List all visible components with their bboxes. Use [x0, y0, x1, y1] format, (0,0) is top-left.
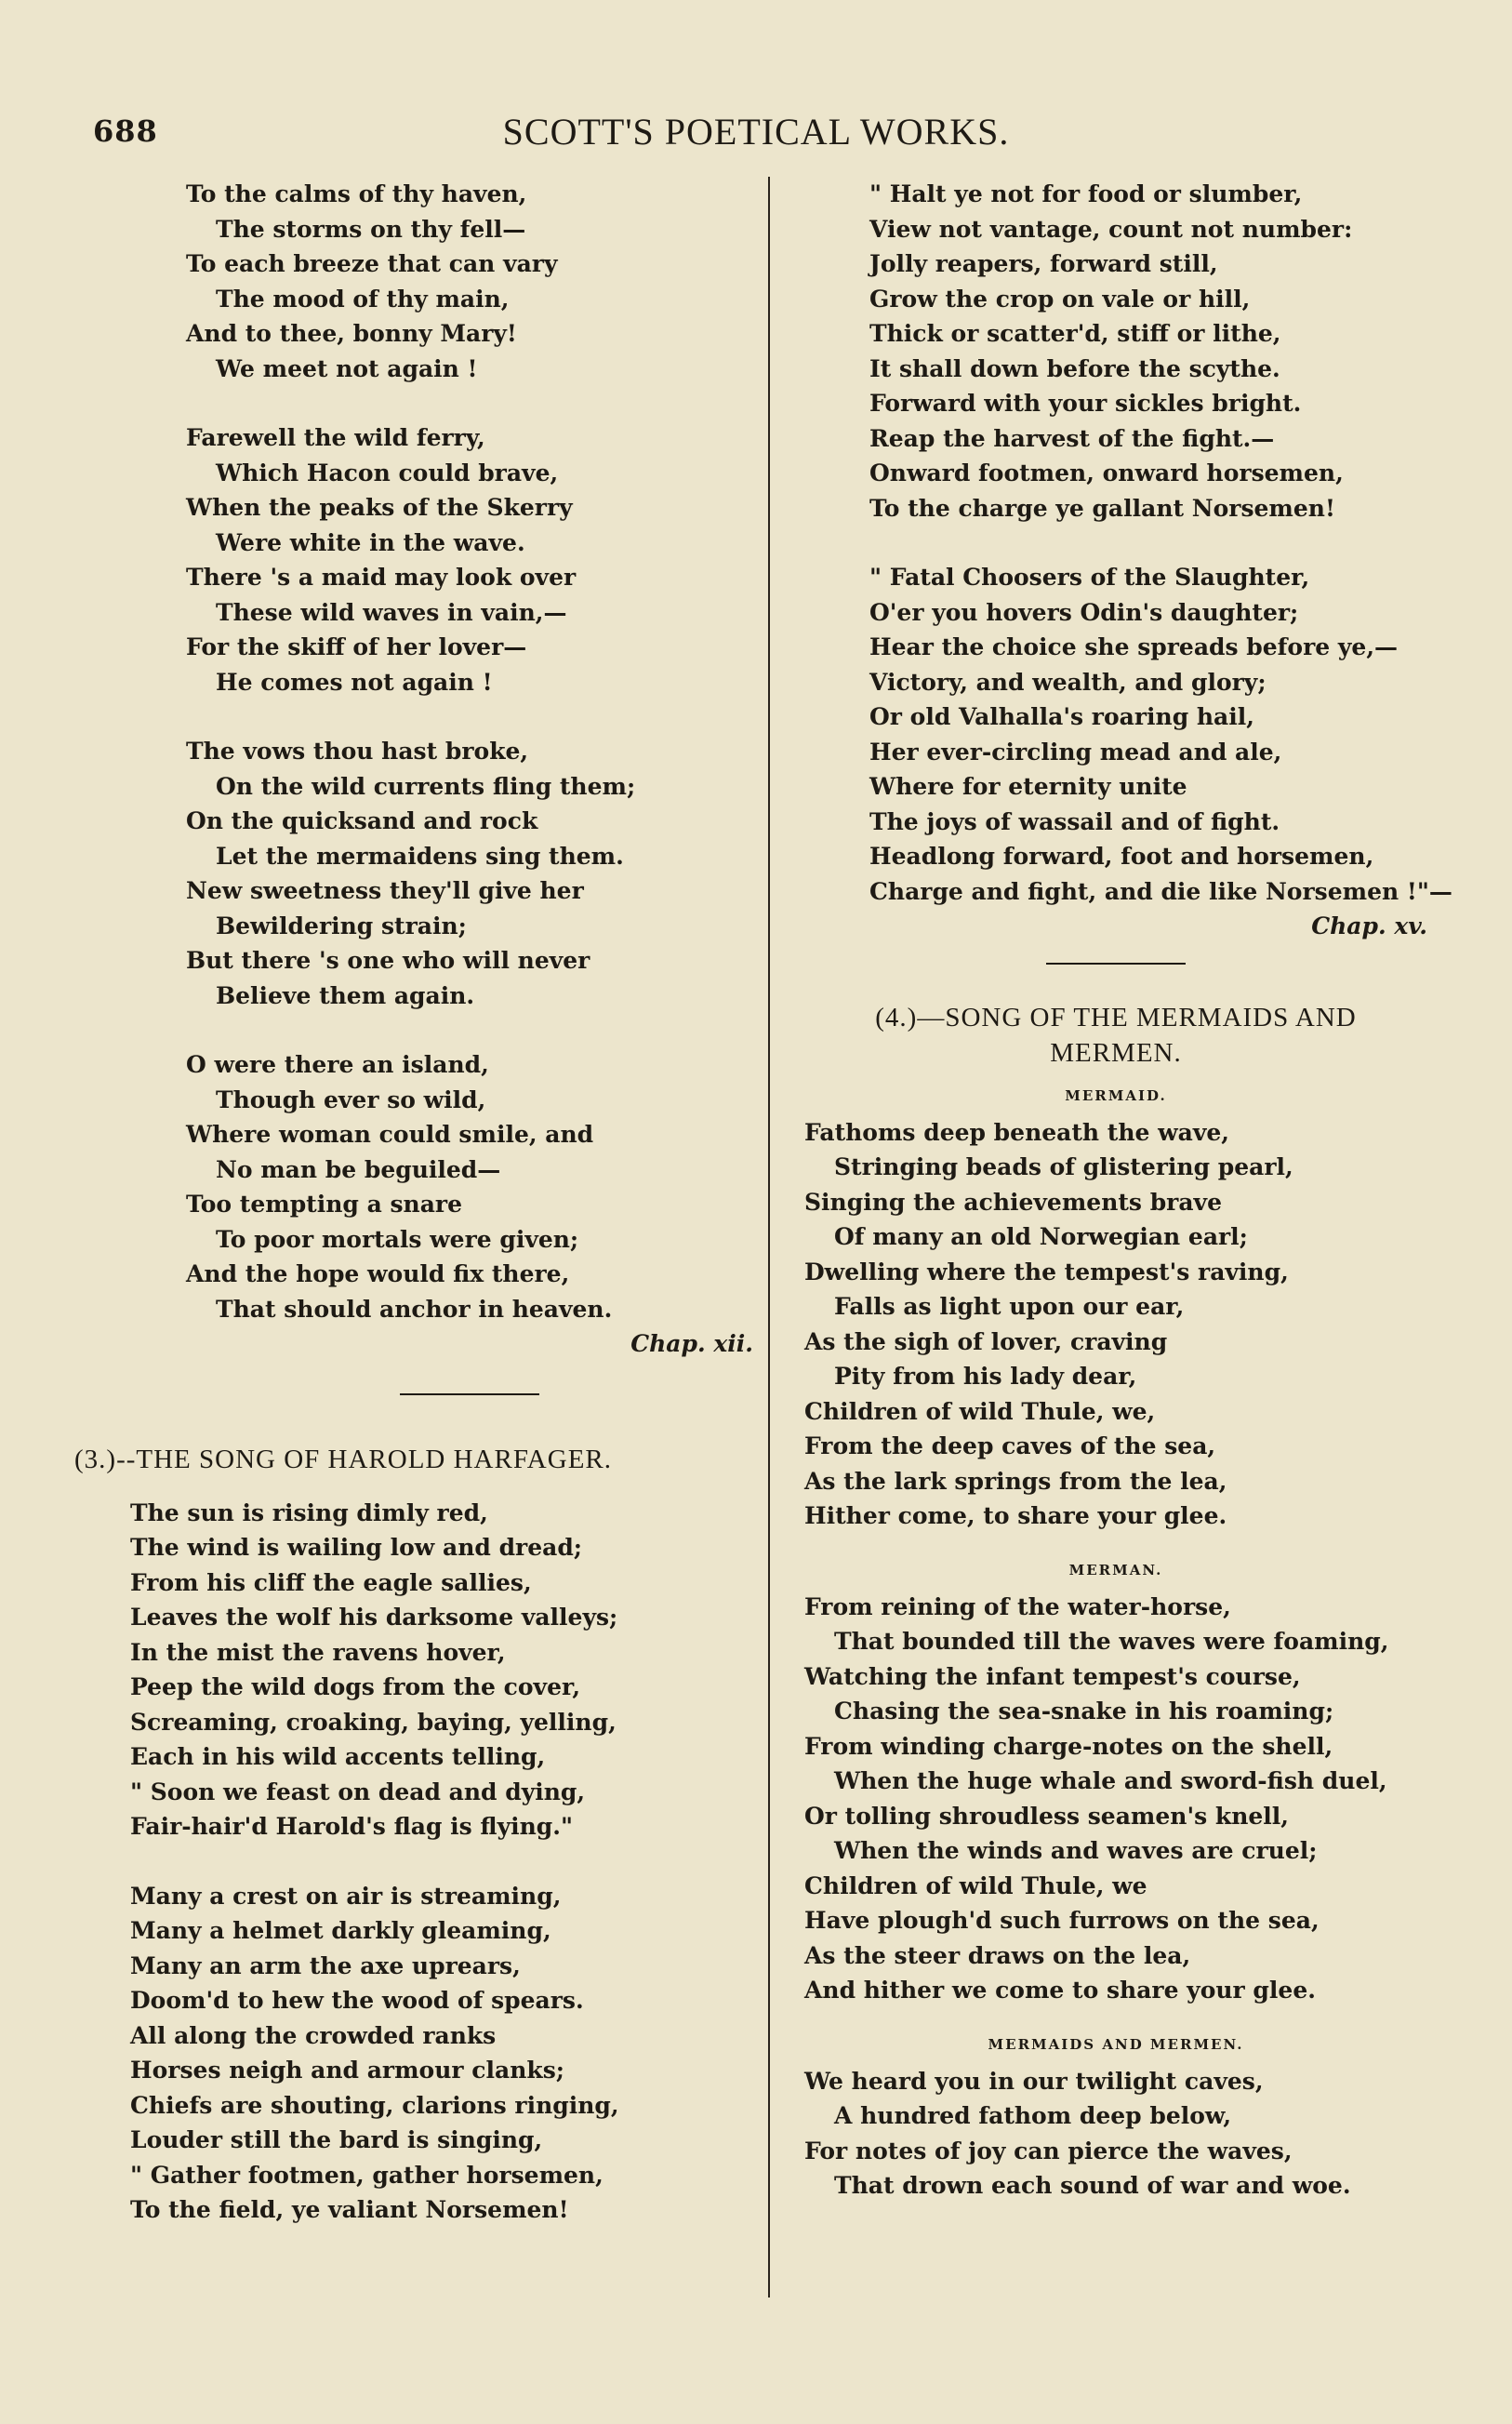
speaker-label-merman: MERMAN.: [1068, 1561, 1163, 1578]
verse-line: The mood of thy main,: [216, 285, 510, 313]
verse-line: When the peaks of the Skerry: [186, 494, 573, 521]
verse-line: Chasing the sea-snake in his roaming;: [834, 1698, 1334, 1725]
verse-line: Bewildering strain;: [216, 912, 467, 939]
verse-line: Of many an old Norwegian earl;: [834, 1223, 1248, 1250]
verse-line: It shall down before the scythe.: [869, 354, 1280, 382]
verse-line: And to thee, bonny Mary!: [186, 320, 517, 347]
verse-line: To the charge ye gallant Norsemen!: [869, 494, 1335, 522]
verse-line: The vows thou hast broke,: [186, 738, 529, 765]
song-harold-harfager: [130, 1496, 753, 2228]
verse-line: These wild waves in vain,—: [216, 598, 567, 626]
verse-line: We meet not again !: [216, 354, 478, 382]
spacer: [804, 944, 1427, 963]
spacer: [804, 965, 1427, 1000]
verse-line: Pity from his lady dear,: [834, 1363, 1137, 1390]
verse-line: That bounded till the waves were foaming,: [834, 1628, 1389, 1655]
verse-line: " Fatal Choosers of the Slaughter,: [869, 564, 1310, 591]
verse-line: Have plough'd such furrows on the sea,: [804, 1907, 1320, 1934]
verse-line: Or tolling shroudless seamen's knell,: [804, 1802, 1289, 1830]
spacer: [804, 2008, 1427, 2031]
spacer: [804, 1071, 1427, 1082]
verse-line: A hundred fathom deep below,: [834, 2102, 1232, 2129]
verse-line: Doom'd to hew the wood of spears.: [130, 1987, 584, 2014]
verse-line: Many a crest on air is streaming,: [130, 1882, 562, 1910]
verse-line: Chiefs are shouting, clarions ringing,: [130, 2091, 619, 2119]
section-heading: (3.)--THE SONG OF HAROLD HARFAGER.: [74, 1444, 613, 1474]
verse-line: He comes not again !: [216, 668, 493, 696]
verse-line: Singing the achievements brave: [804, 1188, 1222, 1216]
verse-line: To poor mortals were given;: [216, 1225, 579, 1253]
verse-line: We heard you in our twilight caves,: [804, 2067, 1264, 2095]
verse-line: Dwelling where the tempest's raving,: [804, 1258, 1289, 1285]
verse-line: Which Hacon could brave,: [216, 459, 559, 486]
right-column: [804, 177, 1452, 2204]
verse-line: For the skiff of her lover—: [186, 633, 527, 660]
verse-line: For notes of joy can pierce the waves,: [804, 2137, 1293, 2164]
verse-line: Each in his wild accents telling,: [130, 1743, 546, 1770]
verse-line: Fair-hair'd Harold's flag is flying.": [130, 1813, 574, 1840]
verse-line: All along the crowded ranks: [130, 2021, 497, 2049]
stanza-gap: [869, 526, 1427, 560]
verse-line: The joys of wassail and of fight.: [869, 807, 1280, 835]
stanza-gap: [186, 386, 753, 420]
spacer: [186, 1362, 753, 1393]
spacer: [804, 1534, 1427, 1556]
verse-line: Hither come, to share your glee.: [804, 1502, 1227, 1529]
verse-line: When the huge whale and sword-fish duel,: [834, 1767, 1387, 1794]
verse-line: Watching the infant tempest's course,: [804, 1662, 1301, 1690]
verse-line: O'er you hovers Odin's daughter;: [869, 598, 1299, 626]
verse-line: Many an arm the axe uprears,: [130, 1951, 521, 1979]
verse-line: Falls as light upon our ear,: [834, 1293, 1185, 1320]
verse-line: Peep the wild dogs from the cover,: [130, 1673, 581, 1700]
verse-line: View not vantage, count not number:: [869, 215, 1353, 243]
verse-line: Too tempting a snare: [186, 1191, 463, 1218]
verse-line: As the steer draws on the lea,: [804, 1941, 1191, 1969]
verse-line: The storms on thy fell—: [216, 215, 526, 243]
verse-line: The sun is rising dimly red,: [130, 1498, 488, 1526]
verse-line: Though ever so wild,: [216, 1085, 486, 1113]
verse-line: Thick or scatter'd, stiff or lithe,: [869, 320, 1281, 347]
page-number: 688: [93, 113, 158, 149]
verse-line: No man be beguiled—: [216, 1155, 501, 1183]
verse-line: Reap the harvest of the fight.—: [869, 424, 1275, 452]
verse-line: There 's a maid may look over: [186, 564, 577, 591]
verse-line: On the wild currents fling them;: [216, 772, 636, 800]
verse-line: Many a helmet darkly gleaming,: [130, 1917, 551, 1944]
verse-line: Victory, and wealth, and glory;: [869, 668, 1267, 696]
verse-line: That should anchor in heaven.: [216, 1295, 613, 1323]
verse-line: In the mist the ravens hover,: [130, 1638, 506, 1666]
verse-line: Horses neigh and armour clanks;: [130, 2057, 564, 2084]
column-divider: [768, 177, 770, 2297]
section-heading: MERMEN.: [1050, 1037, 1182, 1068]
chapter-attribution: Chap. xii.: [630, 1330, 753, 1357]
speaker-label-mermaid: MERMAID.: [1065, 1086, 1167, 1104]
verse-line: Were white in the wave.: [216, 528, 525, 556]
verse-line: From reining of the water-horse,: [804, 1592, 1231, 1620]
verse-line: Grow the crop on vale or hill,: [869, 285, 1251, 313]
verse-line: But there 's one who will never: [186, 947, 590, 974]
verse-line: New sweetness they'll give her: [186, 877, 584, 904]
verse-line: Jolly reapers, forward still,: [869, 250, 1218, 277]
verse-line: From winding charge-notes on the shell,: [804, 1732, 1333, 1760]
verse-line: Leaves the wolf his darksome valleys;: [130, 1604, 618, 1631]
stanza-gap: [186, 1013, 753, 1047]
verse-line: As the lark springs from the lea,: [804, 1467, 1227, 1495]
verse-line: And the hope would fix there,: [186, 1260, 570, 1287]
verse-line: Onward footmen, onward horsemen,: [869, 459, 1344, 486]
verse-line: Believe them again.: [216, 981, 475, 1009]
verse-line: Stringing beads of glistering pearl,: [834, 1153, 1293, 1180]
verse-line: Screaming, croaking, baying, yelling,: [130, 1708, 617, 1736]
verse-line: Or old Valhalla's roaring hail,: [869, 703, 1254, 730]
verse-line: The wind is wailing low and dread;: [130, 1534, 583, 1561]
verse-line: Where for eternity unite: [869, 773, 1187, 800]
verse-line: To the field, ye valiant Norsemen!: [130, 2196, 569, 2223]
verse-line: That drown each sound of war and woe.: [834, 2172, 1351, 2199]
verse-line: To the calms of thy haven,: [186, 180, 527, 207]
verse-line: Louder still the bard is singing,: [130, 2126, 543, 2153]
verse-line: Farewell the wild ferry,: [186, 424, 485, 451]
stanza-gap: [130, 1845, 753, 1879]
spacer: [186, 1395, 753, 1442]
speaker-label-both: MERMAIDS AND MERMEN.: [988, 2035, 1244, 2053]
verse-line: O were there an island,: [186, 1051, 489, 1078]
verse-line: To each breeze that can vary: [186, 250, 558, 277]
verse-line: " Halt ye not for food or slumber,: [869, 180, 1303, 207]
verse-line: Children of wild Thule, we,: [804, 1397, 1156, 1425]
verse-line: As the sigh of lover, craving: [804, 1327, 1168, 1355]
verse-line: Where woman could smile, and: [186, 1121, 594, 1148]
verse-line: " Soon we feast on dead and dying,: [130, 1778, 586, 1805]
verse-line: When the winds and waves are cruel;: [834, 1837, 1318, 1864]
verse-line: Hear the choice she spreads before ye,—: [869, 633, 1399, 660]
chapter-attribution: Chap. xv.: [1311, 912, 1427, 939]
verse-line: " Gather footmen, gather horsemen,: [130, 2161, 603, 2189]
verse-line: Headlong forward, foot and horsemen,: [869, 843, 1374, 870]
verse-line: Her ever-circling mead and ale,: [869, 738, 1282, 766]
verse-line: Charge and fight, and die like Norsemen !"—: [869, 877, 1452, 905]
verse-line: Let the mermaidens sing them.: [216, 842, 624, 870]
verse-line: From his cliff the eagle sallies,: [130, 1568, 532, 1596]
verse-line: Forward with your sickles bright.: [869, 390, 1302, 417]
verse-line: Children of wild Thule, we: [804, 1871, 1147, 1899]
verse-line: On the quicksand and rock: [186, 807, 538, 834]
stanza-gap: [186, 699, 753, 734]
section-heading: (4.)—SONG OF THE MERMAIDS AND: [875, 1002, 1357, 1032]
verse-line: And hither we come to share your glee.: [804, 1977, 1316, 2004]
verse-line: Fathoms deep beneath the wave,: [804, 1118, 1229, 1146]
right-song-continuation: [869, 177, 1452, 909]
verse-line: From the deep caves of the sea,: [804, 1432, 1216, 1459]
left-column: [74, 177, 753, 2228]
spacer: [186, 1477, 753, 1496]
running-title: SCOTT'S POETICAL WORKS.: [502, 111, 1010, 153]
